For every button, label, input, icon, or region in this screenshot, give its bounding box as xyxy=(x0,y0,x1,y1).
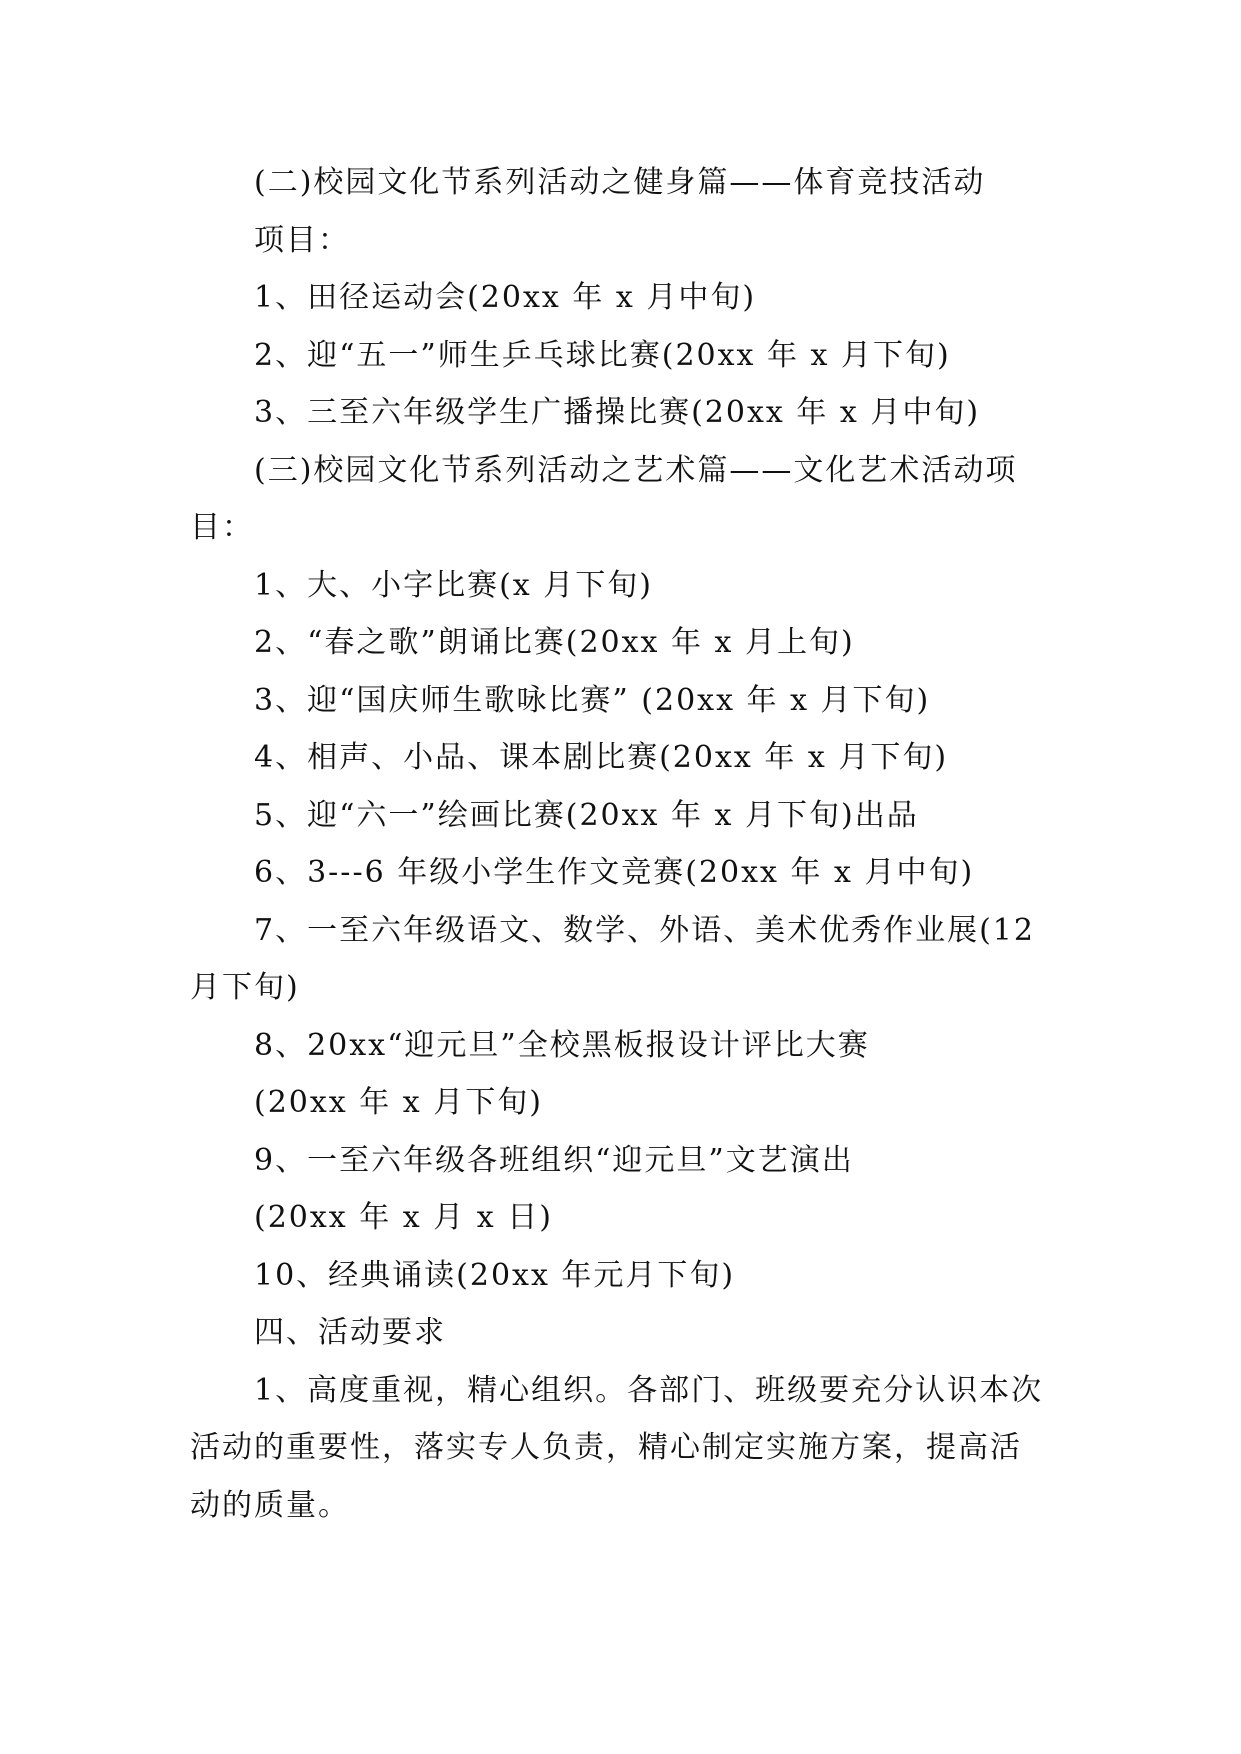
list-item: 3、三至六年级学生广播操比赛(20xx 年 x 月中旬) xyxy=(254,395,981,430)
list-item: 5、迎“六一”绘画比赛(20xx 年 x 月下旬)出品 xyxy=(254,797,919,833)
list-item: 8、20xx“迎元旦”全校黑板报设计评比大赛 xyxy=(254,1027,870,1063)
list-item: 9、一至六年级各班组织“迎元旦”文艺演出 xyxy=(254,1142,854,1178)
list-item-continuation: (20xx 年 x 月 x 日) xyxy=(254,1200,553,1235)
section-subheading-items: 项目： xyxy=(254,222,350,258)
list-item: 6、3---6 年级小学生作文竞赛(20xx 年 x 月中旬) xyxy=(254,855,975,890)
list-item: 4、相声、小品、课本剧比赛(20xx 年 x 月下旬) xyxy=(254,740,949,775)
section-heading-fitness: (二)校园文化节系列活动之健身篇——体育竞技活动 xyxy=(254,165,986,200)
section-heading-arts: (三)校园文化节系列活动之艺术篇——文化艺术活动项目： xyxy=(190,452,1018,545)
list-item: 7、一至六年级语文、数学、外语、美术优秀作业展(12月下旬) xyxy=(190,912,1035,1005)
requirement-paragraph: 1、高度重视，精心组织。各部门、班级要充分认识本次活动的重要性，落实专人负责，精心制定实施方案，提高活动的质量。 xyxy=(190,1372,1044,1523)
section-heading-requirements: 四、活动要求 xyxy=(254,1315,446,1350)
list-item: 2、“春之歌”朗诵比赛(20xx 年 x 月上旬) xyxy=(254,625,855,660)
list-item: 1、大、小字比赛(x 月下旬) xyxy=(254,567,653,603)
list-item: 2、迎“五一”师生乒乓球比赛(20xx 年 x 月下旬) xyxy=(254,337,951,373)
list-item: 1、田径运动会(20xx 年 x 月中旬) xyxy=(254,280,757,315)
list-item: 3、迎“国庆师生歌咏比赛” (20xx 年 x 月下旬) xyxy=(254,682,931,718)
list-item: 10、经典诵读(20xx 年元月下旬) xyxy=(254,1257,736,1293)
document-body xyxy=(190,154,1048,1534)
list-item-continuation: (20xx 年 x 月下旬) xyxy=(254,1085,543,1120)
